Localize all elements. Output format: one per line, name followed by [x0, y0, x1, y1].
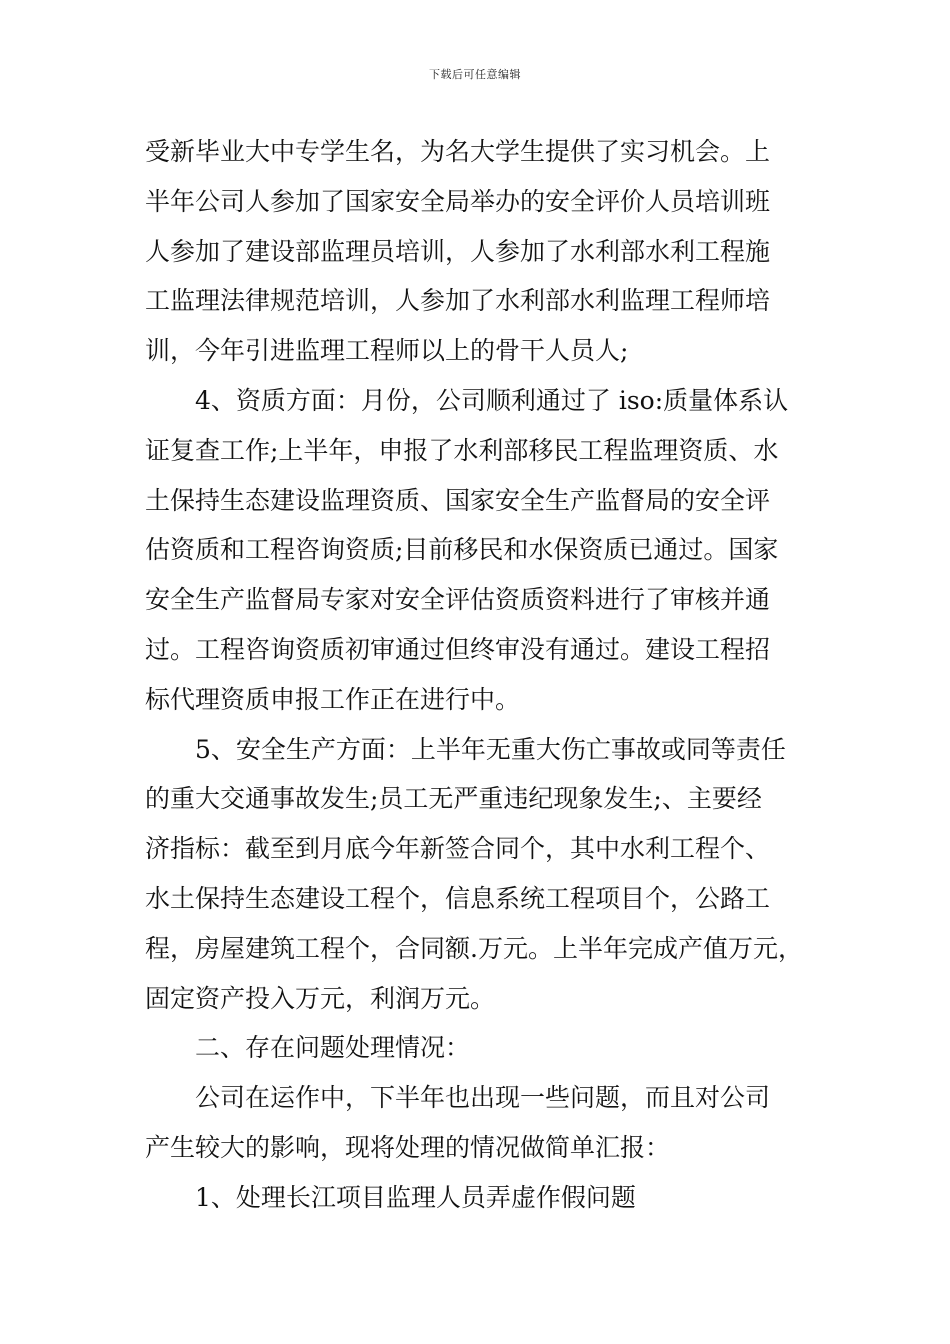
body-line: 程，房屋建筑工程个，合同额.万元。上半年完成产值万元， — [145, 933, 803, 963]
body-line: 人参加了建设部监理员培训，人参加了水利部水利工程施 — [145, 236, 771, 266]
body-line: 训，今年引进监理工程师以上的骨干人员人; — [145, 336, 629, 366]
page-header-note: 下载后可任意编辑 — [429, 68, 521, 81]
paragraph-5-start: 5、安全生产方面：上半年无重大伤亡事故或同等责任 — [195, 734, 786, 764]
body-line: 固定资产投入万元，利润万元。 — [145, 983, 496, 1013]
paragraph-issues-start: 公司在运作中，下半年也出现一些问题，而且对公司 — [195, 1083, 771, 1113]
body-line: 工监理法律规范培训，人参加了水利部水利监理工程师培 — [145, 286, 771, 316]
body-line: 水土保持生态建设工程个，信息系统工程项目个，公路工 — [145, 883, 771, 913]
subsection-heading: 1、处理长江项目监理人员弄虚作假问题 — [195, 1182, 636, 1212]
body-line: 安全生产监督局专家对安全评估资质资料进行了审核并通 — [145, 585, 771, 615]
body-line: 的重大交通事故发生;员工无严重违纪现象发生;、主要经 — [145, 784, 762, 814]
body-line: 受新毕业大中专学生名，为名大学生提供了实习机会。上 — [145, 137, 771, 166]
body-line: 产生较大的影响，现将处理的情况做简单汇报： — [145, 1132, 671, 1162]
body-line: 估资质和工程咨询资质;目前移民和水保资质已通过。国家 — [145, 535, 779, 565]
body-line: 济指标：截至到月底今年新签合同个，其中水利工程个、 — [145, 834, 771, 864]
section-heading: 二、存在问题处理情况： — [195, 1033, 471, 1063]
document-body — [145, 127, 820, 1223]
body-line: 半年公司人参加了国家安全局举办的安全评价人员培训班 — [145, 186, 771, 216]
body-line: 标代理资质申报工作正在进行中。 — [145, 684, 521, 714]
body-line: 过。工程咨询资质初审通过但终审没有通过。建设工程招 — [145, 634, 771, 664]
body-line: 证复查工作;上半年，申报了水利部移民工程监理资质、水 — [145, 435, 779, 465]
body-line: 土保持生态建设监理资质、国家安全生产监督局的安全评 — [145, 485, 771, 515]
paragraph-4-start: 4、资质方面：月份，公司顺利通过了 iso:质量体系认 — [195, 385, 789, 415]
